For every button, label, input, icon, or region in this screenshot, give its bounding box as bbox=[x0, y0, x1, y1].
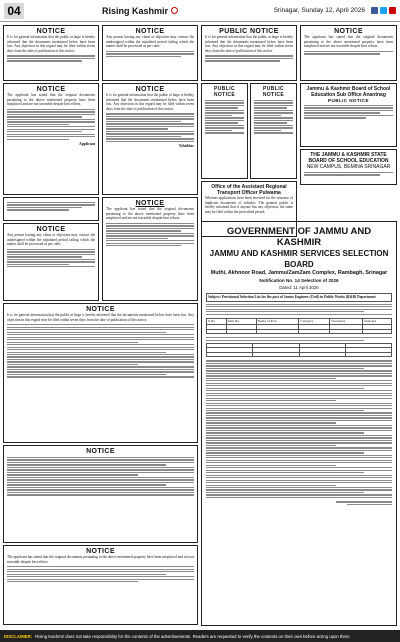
notice-box bbox=[3, 223, 99, 301]
notice-text: The applicant has stated that the original documents pertaining to the above mentioned property have been misplaced and are not traceable despite best efforts. bbox=[304, 35, 393, 49]
govt-notification: Notification No. 14 Selection of 2026 bbox=[259, 278, 339, 283]
notice-box bbox=[3, 197, 99, 221]
notice-title: NOTICE bbox=[334, 28, 363, 35]
school-board-title: THE JAMMU & KASHMIR STATE BOARD OF SCHOOL EDUCATION bbox=[308, 152, 389, 164]
notice-pair bbox=[201, 83, 297, 179]
notice-text: The applicant has stated that the original documents pertaining to the above mentioned property have been misplaced and are not traceable despite best efforts. bbox=[7, 555, 194, 564]
public-notice-box bbox=[201, 25, 297, 81]
govt-board-title: JAMMU AND KASHMIR SERVICES SELECTION BOARD bbox=[209, 249, 389, 269]
column-left-lower bbox=[3, 303, 198, 625]
notice-title: NOTICE bbox=[135, 86, 165, 93]
school-board-box bbox=[300, 149, 397, 185]
govt-signature bbox=[206, 501, 392, 505]
table-header-cell: Name of Post bbox=[256, 318, 299, 324]
column-left-center bbox=[102, 25, 198, 301]
notice-box bbox=[3, 25, 99, 81]
notice-box bbox=[3, 445, 198, 543]
notice-box bbox=[3, 83, 99, 195]
govt-subject: Subject: Provisional Selection List for the post of Junior Engineer (Civil) in Public Works (R&B) Department bbox=[206, 293, 392, 302]
govt-notice-box bbox=[201, 221, 397, 626]
page-header bbox=[0, 0, 400, 22]
notice-text: Any person having any claim or objection may contact the undersigned within the stipulated period failing which the matter shall be processed as per rules. bbox=[7, 233, 95, 247]
notice-box bbox=[102, 83, 198, 195]
govt-address: Muthi, Akhnoor Road, Jammu/ZamZam Complex, Rambagh, Srinagar bbox=[210, 270, 388, 276]
public-notice-title: PUBLIC NOTICE bbox=[219, 28, 279, 35]
notice-text: It is for general information that the public at large is hereby informed that the documents mentioned below have been lost. Any objection in this regard may be filed within seven days from the date of publication of this notice. bbox=[205, 35, 293, 53]
ad-box-title: Office of the Assistant Regional Transport Officer Pulwama bbox=[211, 184, 287, 196]
notice-text: The applicant has stated that the original documents pertaining to the above mentioned property have been misplaced and are not traceable despite best efforts. bbox=[106, 207, 194, 221]
notice-box bbox=[102, 197, 198, 301]
public-notice-box bbox=[250, 83, 297, 179]
notice-title: NOTICE bbox=[86, 306, 115, 313]
ad-box-text: Whereas applications have been received for the issuance of duplicate documents of vehicles. The general public is hereby informed that if anyone has any objection, the same may be filed within the prescribed period. bbox=[205, 196, 293, 214]
disclaimer-text: Rising Kashmir does not take responsibility for the contents of the advertisements. Readers are requested to verify the contents on their own before acting upon them. bbox=[35, 633, 351, 639]
notice-text: Any person having any claim or objection may contact the undersigned within the stipulated period failing which the matter shall be processed as per rules. bbox=[106, 35, 194, 49]
brand-logo-icon bbox=[171, 7, 178, 14]
table-header-cell: Item No. bbox=[226, 318, 256, 324]
notice-text: The applicant has stated that the original documents pertaining to the above mentioned property have been misplaced and are not traceable despite best efforts. bbox=[7, 93, 95, 107]
disclaimer-label: DISCLAIMER: bbox=[4, 633, 33, 639]
table-row bbox=[207, 329, 392, 334]
notice-text: It is for general information that the public at large is hereby informed that the documents mentioned below have been lost. Any objection in this regard may be filed within seven days from the date of publication of this notice. bbox=[7, 35, 95, 53]
notice-title: NOTICE bbox=[86, 448, 115, 455]
notice-signature: Tehsildar bbox=[178, 144, 194, 148]
govt-table bbox=[206, 343, 392, 358]
column-right bbox=[300, 25, 397, 185]
page-number: 04 bbox=[4, 3, 24, 19]
notice-text: It is for general information that the public at large is hereby informed that the documents mentioned below have been lost. Any objection in this regard may be filed within seven days from the date of publication of this notice. bbox=[7, 313, 194, 322]
notice-box bbox=[3, 545, 198, 625]
recruitment-box bbox=[300, 83, 397, 147]
recruitment-title: Jammu & Kashmir Board of School Education Sub Office Anantnag bbox=[306, 86, 391, 98]
govt-title: GOVERNMENT OF JAMMU AND KASHMIR bbox=[226, 226, 372, 248]
notice-box bbox=[102, 25, 198, 81]
table-header-cell: Selected bbox=[363, 318, 392, 324]
table-header-cell: Category bbox=[299, 318, 330, 324]
masthead bbox=[102, 6, 181, 16]
table-row bbox=[207, 352, 392, 357]
column-center bbox=[201, 25, 297, 237]
notice-signature: Applicant bbox=[78, 141, 95, 146]
govt-table bbox=[206, 318, 392, 334]
govt-dated: Dated: 11 April 2026 bbox=[279, 285, 319, 290]
notice-title: NOTICE bbox=[36, 86, 66, 93]
public-notice-box bbox=[201, 83, 248, 179]
table-header-cell: S.No bbox=[207, 318, 227, 324]
social-icons bbox=[371, 7, 396, 14]
notice-title: NOTICE bbox=[36, 226, 66, 233]
notice-title: NOTICE bbox=[135, 200, 165, 207]
table-header-cell: Vacancies bbox=[330, 318, 363, 324]
brand-name: Rising Kashmir bbox=[102, 5, 169, 16]
notice-title: NOTICE bbox=[86, 548, 115, 555]
notice-box bbox=[300, 25, 397, 81]
page-footer bbox=[0, 630, 400, 642]
public-notice-title: PUBLIC NOTICE bbox=[213, 86, 236, 98]
column-left bbox=[3, 25, 99, 301]
public-notice-title: PUBLIC NOTICE bbox=[262, 86, 285, 98]
recruitment-label: PUBLIC NOTICE bbox=[328, 98, 369, 103]
notice-title: NOTICE bbox=[135, 28, 165, 35]
school-board-subtitle: NEW CAMPUS, BEMINA SRINAGAR bbox=[306, 164, 391, 170]
dateline: Srinagar, Sunday 12, April 2026 bbox=[273, 7, 365, 14]
notice-box bbox=[3, 303, 198, 443]
youtube-icon bbox=[389, 7, 396, 14]
govt-notice bbox=[201, 221, 397, 626]
notice-title: NOTICE bbox=[36, 28, 66, 35]
twitter-icon bbox=[380, 7, 387, 14]
notice-text: It is for general information that the public at large is hereby informed that the documents mentioned below have been lost. Any objection in this regard may be filed within seven days from the date of publication of this notice. bbox=[106, 93, 194, 111]
facebook-icon bbox=[371, 7, 378, 14]
